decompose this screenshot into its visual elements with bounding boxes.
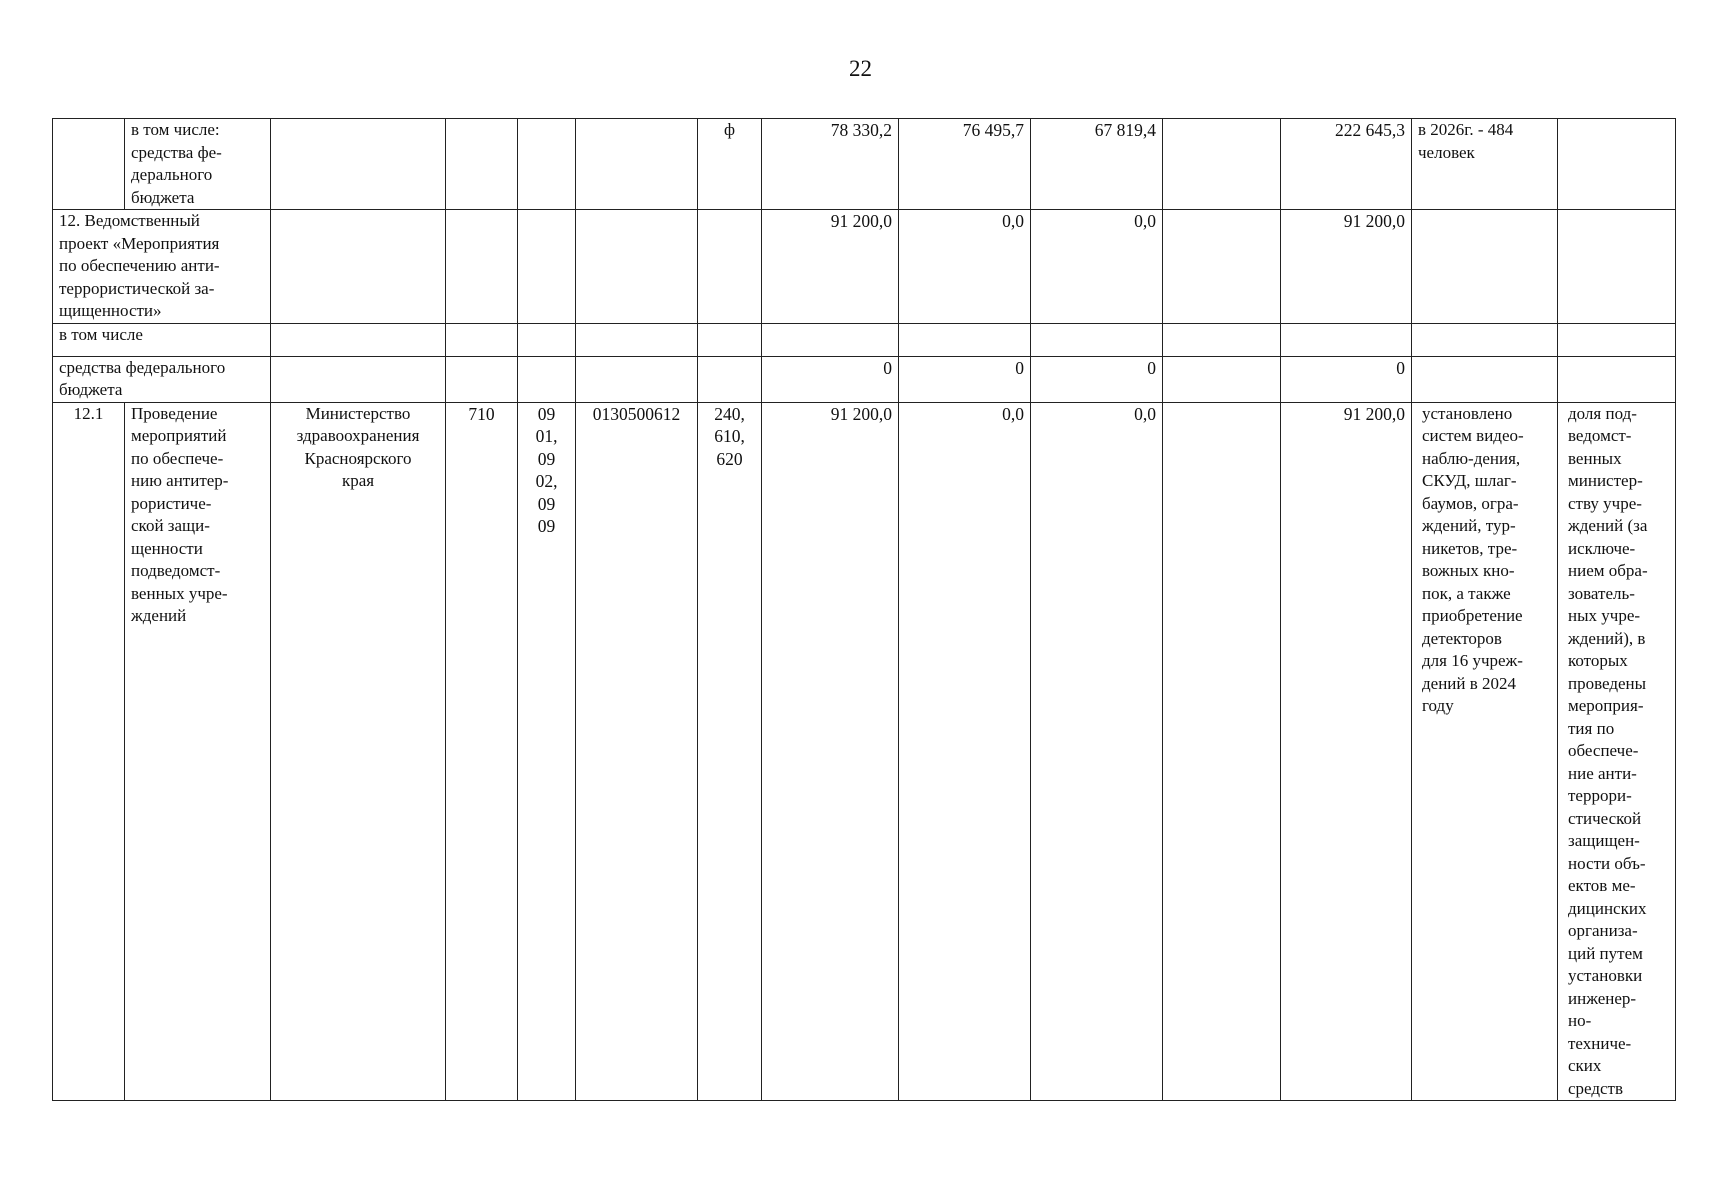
row-label-project-12: 12. Ведомственный проект «Мероприятия по обеспечению анти- террористической за- щищенности» <box>53 210 271 324</box>
cell-2024: 91 200,0 <box>762 402 899 1101</box>
cell-empty <box>576 323 698 356</box>
cell-empty <box>271 210 446 324</box>
cell-2025: 76 495,7 <box>899 119 1031 210</box>
cell-empty <box>518 356 576 402</box>
cell-empty <box>446 210 518 324</box>
cell-empty <box>1163 119 1281 210</box>
cell-empty <box>1163 323 1281 356</box>
cell-empty <box>518 119 576 210</box>
cell-2026: 0,0 <box>1031 210 1163 324</box>
page-number: 22 <box>849 56 872 81</box>
cell-empty <box>446 323 518 356</box>
table-row-including <box>53 323 1676 356</box>
cell-empty <box>1281 323 1412 356</box>
cell-empty <box>271 119 446 210</box>
cell-empty <box>698 323 762 356</box>
cell-empty <box>271 323 446 356</box>
cell-indicator: доля под- ведомст- венных министер- ству учре- ждений (за исключе- нием обра- зователь- ных учре- ждений), в которых проведены мероприя- тия по обеспече- ние анти- террори- стической защищен- ности объ- ектов ме- дицинских организа- ций путем установки инженер- но- техниче- ских средств <box>1558 402 1676 1101</box>
cell-empty <box>518 210 576 324</box>
table-row-federal-budget <box>53 356 1676 402</box>
cell-empty <box>1558 119 1676 210</box>
cell-grbs: Министерство здравоохранения Красноярского края <box>271 402 446 1101</box>
cell-empty <box>271 356 446 402</box>
cell-vr: 240, 610, 620 <box>698 402 762 1101</box>
cell-empty <box>1163 402 1281 1101</box>
row-label-federal-top: в том числе: средства фе- дерального бюджета <box>125 119 271 210</box>
cell-result: в 2026г. - 484 человек <box>1412 119 1558 210</box>
cell-empty <box>1412 323 1558 356</box>
cell-empty <box>1412 210 1558 324</box>
cell-2025: 0 <box>899 356 1031 402</box>
cell-2026: 67 819,4 <box>1031 119 1163 210</box>
cell-2024: 0 <box>762 356 899 402</box>
cell-empty <box>1163 210 1281 324</box>
row-label-federal-budget: средства федерального бюджета <box>53 356 271 402</box>
cell-empty <box>576 210 698 324</box>
cell-total: 222 645,3 <box>1281 119 1412 210</box>
cell-total: 0 <box>1281 356 1412 402</box>
cell-2024: 91 200,0 <box>762 210 899 324</box>
cell-empty <box>53 119 125 210</box>
cell-2026: 0 <box>1031 356 1163 402</box>
cell-item-name: Проведение мероприятий по обеспече- нию антитер- рористиче- ской защи- щенности подведомст- венных учре- ждений <box>125 402 271 1101</box>
cell-2024: 78 330,2 <box>762 119 899 210</box>
cell-empty <box>1163 356 1281 402</box>
row-label-including: в том числе <box>53 323 271 356</box>
cell-empty <box>518 323 576 356</box>
cell-rzpr: 09 01, 09 02, 09 09 <box>518 402 576 1101</box>
cell-empty <box>1558 210 1676 324</box>
cell-empty <box>576 119 698 210</box>
cell-empty <box>446 356 518 402</box>
table-row-federal-top <box>53 119 1676 210</box>
cell-empty <box>1031 323 1163 356</box>
cell-empty <box>1412 356 1558 402</box>
cell-empty <box>446 119 518 210</box>
budget-table <box>52 118 1676 1101</box>
cell-empty <box>899 323 1031 356</box>
cell-empty <box>1558 323 1676 356</box>
table-row-project-12 <box>53 210 1676 324</box>
cell-item-number: 12.1 <box>53 402 125 1101</box>
cell-2026: 0,0 <box>1031 402 1163 1101</box>
table-row-item-12-1 <box>53 402 1676 1101</box>
cell-empty <box>698 356 762 402</box>
cell-total: 91 200,0 <box>1281 402 1412 1101</box>
cell-2025: 0,0 <box>899 402 1031 1101</box>
cell-2025: 0,0 <box>899 210 1031 324</box>
cell-result: установлено систем видео- наблю-дения, СКУД, шлаг- баумов, огра- ждений, тур- никетов, тре- вожных кно- пок, а также приобретение детекторов для 16 учреж- дений в 2024 году <box>1412 402 1558 1101</box>
cell-csr: 0130500612 <box>576 402 698 1101</box>
cell-empty <box>762 323 899 356</box>
cell-empty <box>576 356 698 402</box>
cell-vr: ф <box>698 119 762 210</box>
cell-total: 91 200,0 <box>1281 210 1412 324</box>
cell-empty <box>698 210 762 324</box>
cell-empty <box>1558 356 1676 402</box>
cell-code: 710 <box>446 402 518 1101</box>
